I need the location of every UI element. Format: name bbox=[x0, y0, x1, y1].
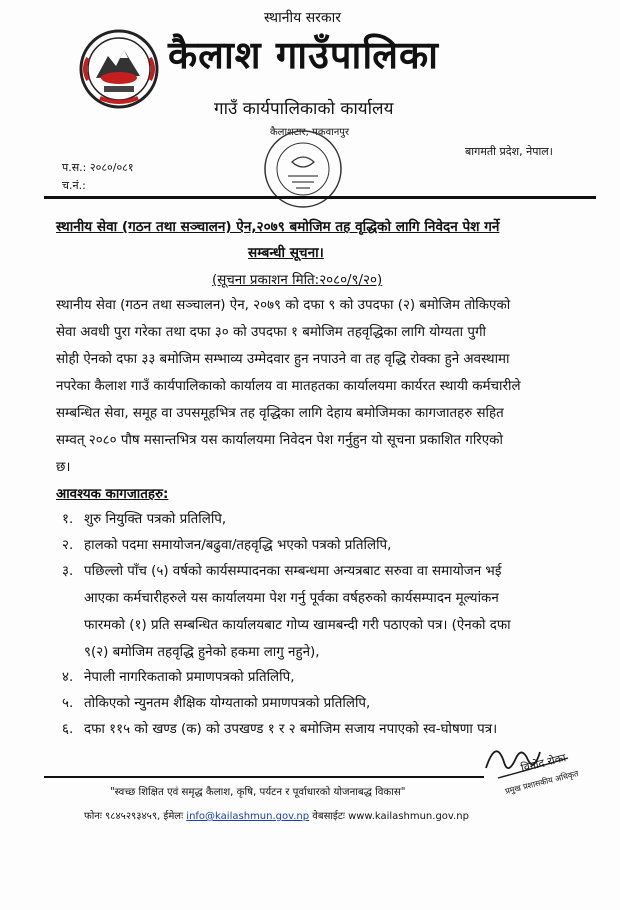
office-address: कैलाशटार, मकवानपुर bbox=[270, 127, 350, 138]
notice-heading-line1: स्थानीय सेवा (गठन तथा सञ्चालन) ऐन,२०७९ बमोजिम तह वृद्धिको लागि निवेदन पेश गर्ने bbox=[56, 219, 500, 235]
paragraph-line: सम्वत् २०८० पौष मसान्तभित्र यस कार्यालयमा निवेदन पेश गर्नुहुन यो सूचना प्रकाशित गरिएको bbox=[56, 433, 503, 448]
email-link[interactable]: info@kailashmun.gov.np bbox=[186, 811, 310, 822]
phone-label: फोनः ९८४५२९३४५९, ईमेलः bbox=[84, 811, 184, 822]
document-number: २. bbox=[62, 538, 74, 553]
province-label: बागमती प्रदेश, नेपाल। bbox=[465, 145, 553, 158]
document-text: शुरु नियुक्ति पत्रको प्रतिलिपि, bbox=[84, 512, 227, 527]
paragraph-line: सेवा अवधी पुरा गरेका तथा दफा ३० को उपदफा १ बमोजिम तहवृद्धिका लागि योग्यता पुगी bbox=[56, 325, 486, 340]
document-text: आएका कर्मचारीहरुले यस कार्यालयमा पेश गर्नु पूर्वका वर्षहरुको कार्यसम्पादन मूल्यांकन bbox=[84, 591, 499, 606]
office-subtitle: गाउँ कार्यपालिकाको कार्यालय bbox=[214, 99, 394, 119]
paragraph-line: नपरेका कैलाश गाउँ कार्यपालिकाको कार्यालय वा मातहतका कार्यालयमा कार्यरत स्थायी कर्मचारीले bbox=[56, 379, 521, 394]
paragraph-line: सोही ऐनको दफा ३३ बमोजिम सम्भाव्य उम्मेदवार हुन नपाउने वा तह वृद्धि रोक्का हुने अवस्थामा bbox=[56, 352, 510, 367]
footer-contact bbox=[84, 808, 469, 822]
document-text: फारमको (१) प्रति सम्बन्धित कार्यालयबाट गोप्य खामबन्दी गरी पठाएको पत्र। (ऐनको दफा bbox=[84, 618, 511, 633]
website-link[interactable]: www.kailashmun.gov.np bbox=[348, 811, 469, 822]
document-item bbox=[62, 664, 572, 691]
reference-number: प.स.: २०८०/०८१ bbox=[62, 161, 134, 174]
municipality-title: कैलाश गाउँपालिका bbox=[168, 33, 439, 77]
document-number: ६. bbox=[62, 722, 74, 737]
document-item bbox=[62, 690, 572, 717]
paragraph-line: छ। bbox=[56, 460, 71, 475]
svg-text:विनोद रोका: विनोद रोका bbox=[519, 751, 568, 775]
notice-paragraph bbox=[56, 292, 576, 481]
dispatch-number: च.नं.: bbox=[62, 179, 86, 192]
header-top-line: स्थानीय सरकार bbox=[264, 10, 341, 26]
document-text: हालको पदमा समायोजन/बढुवा/तहवृद्धि भएको पत्रको प्रतिलिपि, bbox=[84, 538, 392, 553]
notice-heading-line2: सम्बन्धी सूचना। bbox=[248, 245, 324, 261]
document-number: ४. bbox=[62, 670, 74, 685]
document-item bbox=[62, 532, 572, 559]
paragraph-line: स्थानीय सेवा (गठन तथा सञ्चालन) ऐन, २०७९ को दफा ९ को उपदफा (२) बमोजिम तोकिएको bbox=[56, 298, 511, 313]
document-text: पछिल्लो पाँच (५) वर्षको कार्यसम्पादनका सम्बन्धमा अन्यत्रबाट सरुवा वा समायोजन भई bbox=[84, 564, 502, 579]
document-text: ९(२) बमोजिम तहवृद्धि हुनेको हकमा लागु नहुने), bbox=[84, 645, 320, 660]
svg-text:प्रमुख प्रशासकीय अधिकृत: प्रमुख प्रशासकीय अधिकृत bbox=[504, 769, 580, 796]
header-divider bbox=[44, 196, 596, 199]
document-item bbox=[62, 558, 572, 666]
publish-date: (सूचना प्रकाशन मिति:२०८०/९/२०) bbox=[212, 273, 383, 288]
document-number: १. bbox=[62, 512, 74, 527]
footer-divider bbox=[44, 776, 484, 778]
documents-heading: आवश्यक कागजातहरु: bbox=[56, 487, 169, 502]
document-text: नेपाली नागरिकताको प्रमाणपत्रको प्रतिलिपि, bbox=[84, 670, 295, 685]
website-label: वेबसाईटः bbox=[312, 811, 345, 822]
signature-icon bbox=[478, 728, 598, 818]
document-text: दफा ११५ को खण्ड (क) को उपखण्ड १ र २ बमोजिम सजाय नपाएको स्व-घोषणा पत्र। bbox=[84, 722, 498, 737]
document-item bbox=[62, 506, 572, 533]
document-number: ५. bbox=[62, 696, 74, 711]
paragraph-line: सम्बन्धित सेवा, समूह वा उपसमूहभित्र तह वृद्धिका लागि देहाय बमोजिमका कागजातहरु सहित bbox=[56, 406, 504, 421]
nepal-emblem-icon bbox=[78, 28, 160, 110]
footer-slogan: "स्वच्छ शिक्षित एवं समृद्ध कैलाश, कृषि, पर्यटन र पूर्वाधारको योजनाबद्ध विकास" bbox=[110, 787, 406, 798]
document-text: तोकिएको न्युनतम शैक्षिक योग्यताको प्रमाणपत्रको प्रतिलिपि, bbox=[84, 696, 371, 711]
document-number: ३. bbox=[62, 564, 74, 579]
